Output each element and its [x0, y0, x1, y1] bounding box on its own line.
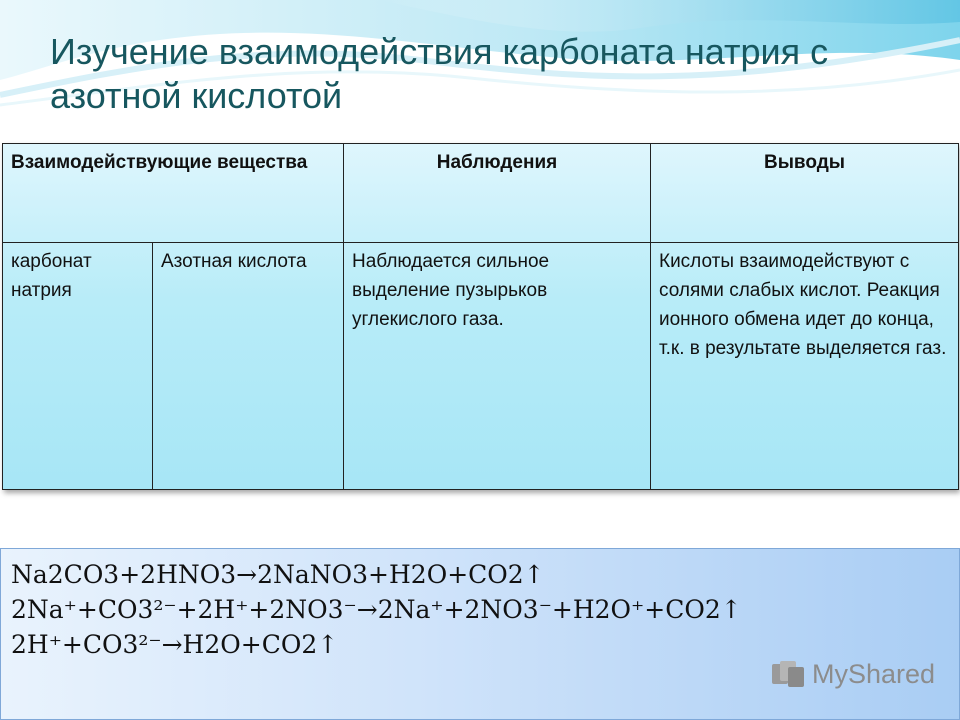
short-ionic-equation: 2H⁺+CO3²⁻→H2O+CO2↑	[11, 630, 339, 659]
header-observations: Наблюдения	[344, 144, 651, 243]
header-substances: Взаимодействующие вещества	[3, 144, 344, 243]
header-conclusions: Выводы	[651, 144, 959, 243]
full-ionic-equation: 2Na⁺+CO3²⁻+2H⁺+2NO3⁻→2Na⁺+2NO3⁻+H2O⁺+CO2↑	[11, 595, 742, 624]
equations-panel	[0, 548, 960, 720]
observation-table	[2, 143, 958, 490]
slides-logo-icon	[770, 659, 806, 689]
watermark	[770, 656, 935, 692]
cell-substance-1: карбонат натрия	[3, 243, 153, 490]
watermark-text: MyShared	[812, 658, 936, 689]
cell-observation: Наблюдается сильное выделение пузырьков углекислого газа.	[344, 243, 651, 490]
molecular-equation: Na2CO3+2HNO3→2NaNO3+H2O+CO2↑	[11, 560, 545, 589]
results-table	[2, 143, 959, 490]
cell-substance-2: Азотная кислота	[153, 243, 344, 490]
cell-conclusion: Кислоты взаимодействуют с солями слабых кислот. Реакция ионного обмена идет до конца, т.к. в результате выделяется газ.	[651, 243, 959, 490]
slide-title: Изучение взаимодействия карбоната натрия с азотной кислотой	[50, 31, 829, 116]
